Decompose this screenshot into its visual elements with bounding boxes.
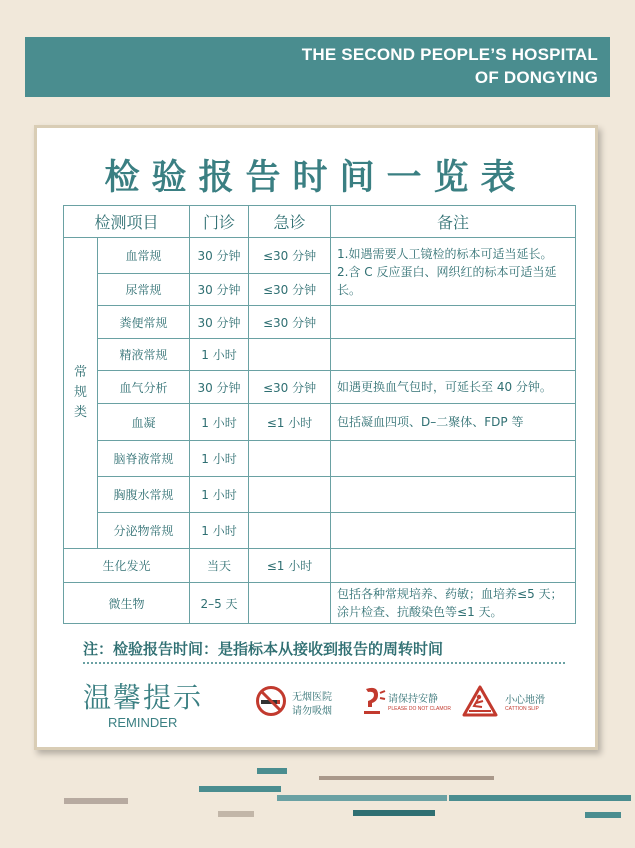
note-line-2: 2.含 C 反应蛋白、网织红的标本可适当延长。	[337, 264, 557, 297]
sign-line1: 无烟医院	[292, 692, 332, 703]
note-cell	[331, 477, 576, 513]
outpatient-cell: 1 小时	[190, 441, 249, 477]
decor-stripe	[319, 776, 494, 780]
emergency-cell: ≤1 小时	[249, 549, 331, 583]
decor-stripe	[218, 811, 254, 817]
emergency-cell	[249, 513, 331, 549]
emergency-cell	[249, 583, 331, 624]
outpatient-cell: 当天	[190, 549, 249, 583]
item-cell: 脑脊液常规	[98, 441, 190, 477]
item-cell: 精液常规	[98, 339, 190, 371]
dotted-divider	[83, 662, 565, 664]
table-row	[64, 441, 576, 477]
outpatient-cell: 30 分钟	[190, 371, 249, 404]
note-cell: 如遇更换血气包时，可延长至 40 分钟。	[331, 371, 576, 404]
quiet-please-icon	[360, 685, 386, 717]
table-row	[64, 583, 576, 624]
emergency-cell: ≤30 分钟	[249, 274, 331, 306]
table-row	[64, 513, 576, 549]
emergency-cell	[249, 441, 331, 477]
item-cell: 粪便常规	[98, 306, 190, 339]
emergency-cell	[249, 339, 331, 371]
note-blood-urine	[331, 238, 576, 306]
footnote: 注：检验报告时间：是指标本从接收到报告的周转时间	[83, 640, 444, 658]
category-routine: 常规类	[64, 238, 98, 549]
decor-stripe	[64, 798, 128, 804]
header-outpatient: 门诊	[190, 206, 249, 238]
note-cell: 包括各种常规培养、药敏；血培养≤5 天；涂片检查、抗酸染色等≤1 天。	[331, 583, 576, 624]
emergency-cell: ≤30 分钟	[249, 238, 331, 274]
decor-stripe	[449, 795, 631, 801]
table-row	[64, 371, 576, 404]
page-title: 检验报告时间一览表	[104, 158, 528, 198]
emergency-cell	[249, 477, 331, 513]
outpatient-cell: 1 小时	[190, 404, 249, 441]
note-cell	[331, 306, 576, 339]
outpatient-cell: 1 小时	[190, 339, 249, 371]
decor-stripe	[199, 786, 281, 792]
table-row	[64, 306, 576, 339]
note-cell	[331, 441, 576, 477]
header-note: 备注	[331, 206, 576, 238]
emergency-cell: ≤30 分钟	[249, 306, 331, 339]
note-cell: 包括凝血四项、D–二聚体、FDP 等	[331, 404, 576, 441]
item-cell: 生化发光	[64, 549, 190, 583]
outpatient-cell: 30 分钟	[190, 306, 249, 339]
table-header-row	[64, 206, 576, 238]
decor-stripe	[257, 768, 287, 774]
header-item: 检测项目	[64, 206, 190, 238]
header-banner	[25, 37, 610, 97]
note-line-1: 1.如遇需要人工镜检的标本可适当延长。	[337, 246, 553, 261]
sign-line1: 请保持安静	[388, 694, 438, 705]
sign-line2: CATTION SLIP	[505, 706, 539, 712]
decor-stripe	[353, 810, 435, 816]
item-cell: 血凝	[98, 404, 190, 441]
outpatient-cell: 30 分钟	[190, 238, 249, 274]
sign-line1: 小心地滑	[505, 695, 545, 706]
note-cell	[331, 513, 576, 549]
item-cell: 微生物	[64, 583, 190, 624]
decor-stripe	[585, 812, 621, 818]
item-cell: 分泌物常规	[98, 513, 190, 549]
table-row	[64, 404, 576, 441]
outpatient-cell: 30 分钟	[190, 274, 249, 306]
emergency-cell: ≤1 小时	[249, 404, 331, 441]
table-row	[64, 238, 576, 274]
slippery-floor-icon	[462, 685, 498, 717]
item-cell: 尿常规	[98, 274, 190, 306]
note-cell	[331, 339, 576, 371]
reminder-title: 温馨提示	[83, 681, 204, 714]
item-cell: 血气分析	[98, 371, 190, 404]
hospital-name-line1: THE SECOND PEOPLE’S HOSPITAL	[301, 45, 598, 64]
sign-line2: PLEASE DO NOT CLAMOR	[388, 706, 451, 712]
table-row	[64, 549, 576, 583]
table-row	[64, 477, 576, 513]
table-row	[64, 339, 576, 371]
report-time-table	[63, 205, 576, 624]
outpatient-cell: 1 小时	[190, 477, 249, 513]
reminder-subtitle: REMINDER	[108, 715, 178, 730]
outpatient-cell: 1 小时	[190, 513, 249, 549]
no-smoking-icon	[255, 685, 287, 717]
notice-board	[34, 125, 598, 750]
decor-stripe	[277, 795, 447, 801]
hospital-name-line2: OF DONGYING	[474, 68, 598, 87]
note-cell	[331, 549, 576, 583]
sign-line2: 请勿吸烟	[292, 706, 332, 717]
emergency-cell: ≤30 分钟	[249, 371, 331, 404]
header-emergency: 急诊	[249, 206, 331, 238]
outpatient-cell: 2–5 天	[190, 583, 249, 624]
item-cell: 胸腹水常规	[98, 477, 190, 513]
item-cell: 血常规	[98, 238, 190, 274]
